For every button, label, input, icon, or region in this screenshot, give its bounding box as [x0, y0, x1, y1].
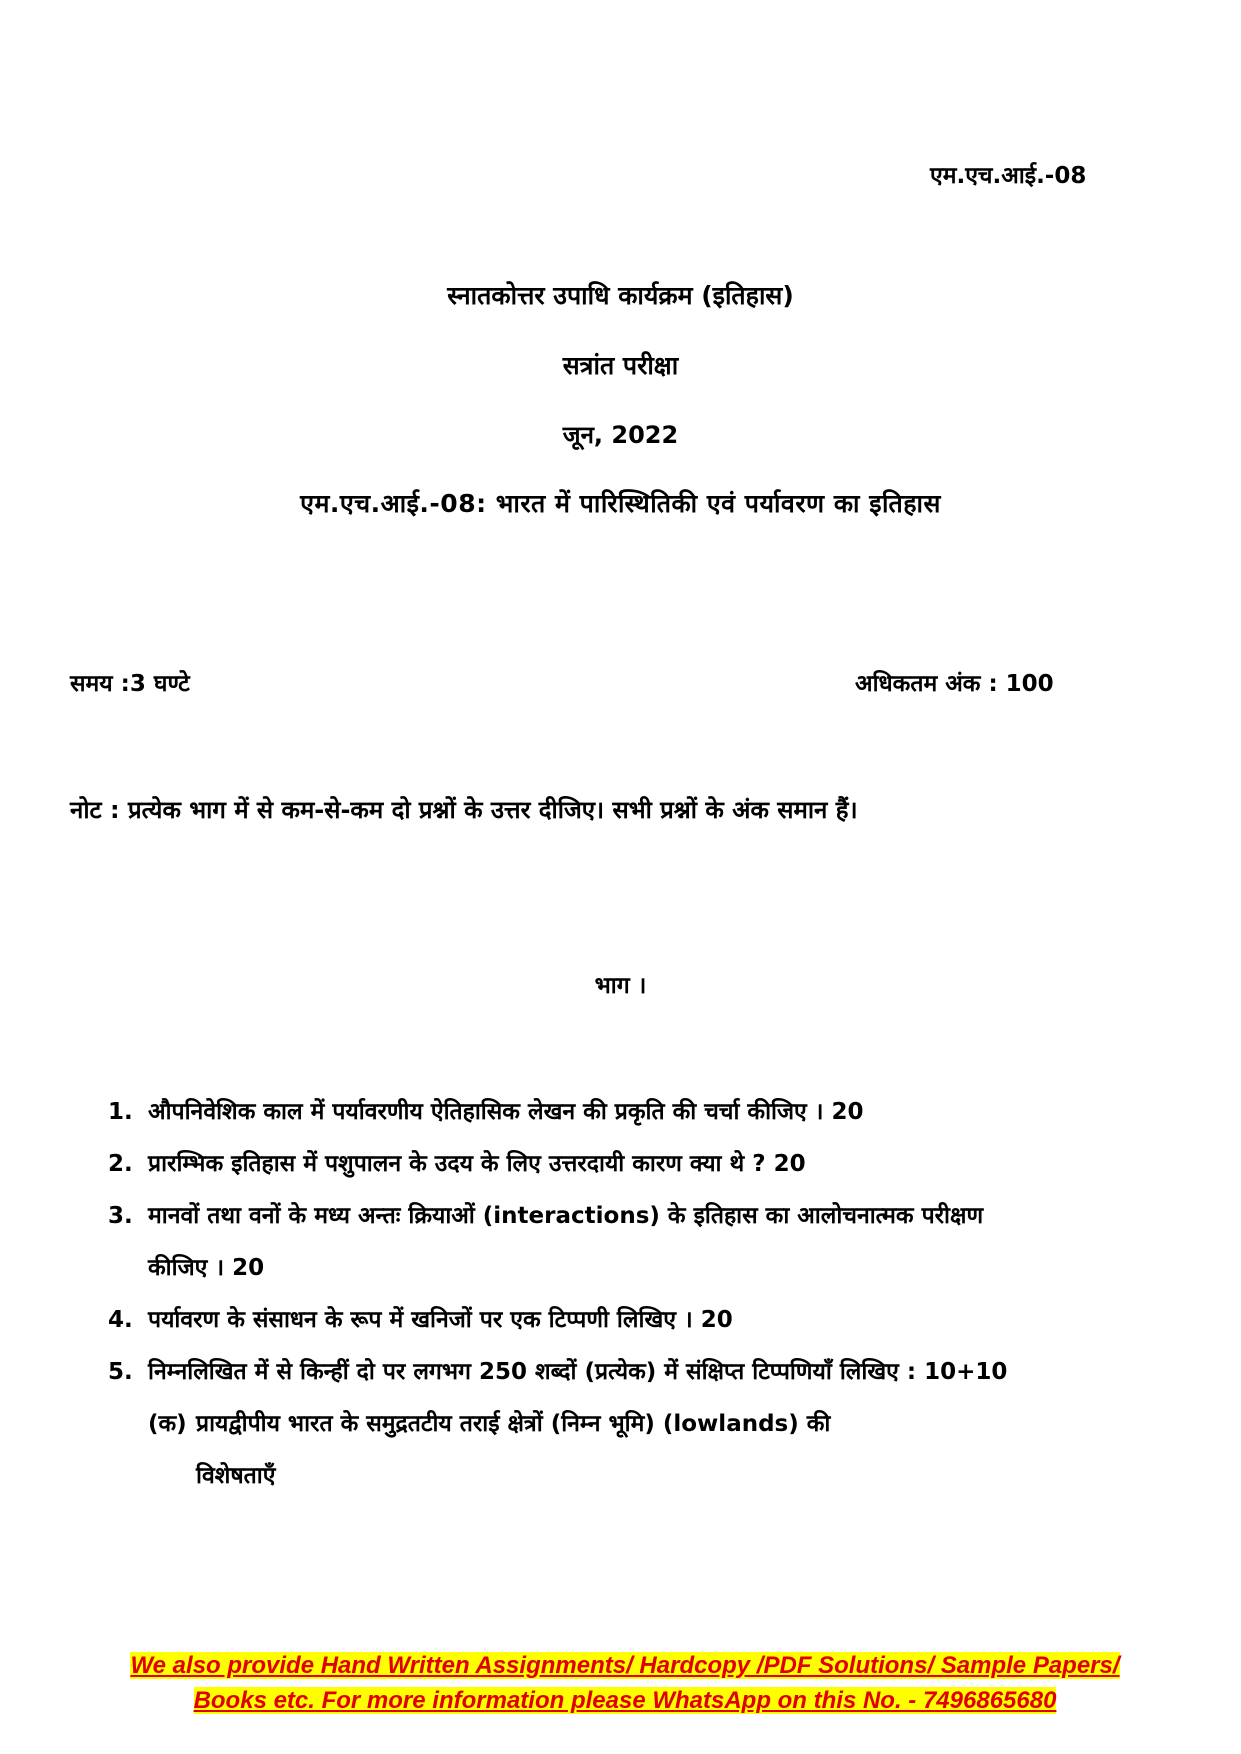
sub-question-item [108, 1398, 1128, 1450]
question-list [108, 1086, 1128, 1502]
course-code: एम.एच.आई.-08 [930, 163, 1087, 189]
question-text: पर्यावरण के संसाधन के रूप में खनिजों पर एक टिप्पणी लिखिए । 20 [148, 1307, 733, 1333]
instruction-note: नोट : प्रत्येक भाग में से कम-से-कम दो प्रश्नों के उत्तर दीजिए। सभी प्रश्नों के अंक समान हैं। [70, 796, 858, 824]
course-title: एम.एच.आई.-08: भारत में पारिस्थितिकी एवं पर्यावरण का इतिहास [300, 489, 941, 518]
question-item [108, 1294, 1128, 1346]
question-number: 4. [108, 1307, 133, 1333]
question-text: मानवों तथा वनों के मध्य अन्तः क्रियाओं (interactions) के इतिहास का आलोचनात्मक परीक्षण कीजिए । 20 [148, 1203, 984, 1281]
question-text: प्रारम्भिक इतिहास में पशुपालन के उदय के लिए उत्तरदायी कारण क्या थे ? 20 [148, 1151, 806, 1177]
question-number: 2. [108, 1151, 133, 1177]
promo-line-2: Books etc. For more information please WhatsApp on this No. - 7496865680 [193, 1687, 1057, 1714]
question-number: 3. [108, 1203, 133, 1229]
section-title: भाग । [594, 973, 647, 999]
question-text: निम्नलिखित में से किन्हीं दो पर लगभग 250 शब्दों (प्रत्येक) में संक्षिप्त टिप्पणियाँ लिखिए : 10+10 [148, 1359, 1008, 1385]
exam-session: जून, 2022 [562, 421, 679, 449]
question-number: 1. [108, 1099, 133, 1125]
exam-title: सत्रांत परीक्षा [562, 351, 679, 380]
programme-title: स्नातकोत्तर उपाधि कार्यक्रम (इतिहास) [447, 281, 794, 310]
promo-banner [100, 1648, 1150, 1718]
promo-line-1: We also provide Hand Written Assignments/ Hardcopy /PDF Solutions/ Sample Papers/ [130, 1652, 1120, 1679]
sub-question-text: प्रायद्वीपीय भारत के समुद्रतटीय तराई क्षेत्रों (निम्न भूमि) (lowlands) की [196, 1411, 831, 1437]
question-number: 5. [108, 1359, 133, 1385]
question-item [108, 1086, 1128, 1138]
question-item [108, 1346, 1128, 1398]
sub-question-continuation: विशेषताएँ [196, 1463, 276, 1489]
max-marks: अधिकतम अंक : 100 [855, 671, 1054, 697]
sub-question-label: (क) [148, 1411, 187, 1437]
question-item [108, 1138, 1128, 1190]
time-allowed: समय :3 घण्टे [70, 671, 190, 697]
question-item [108, 1190, 1128, 1294]
question-text: औपनिवेशिक काल में पर्यावरणीय ऐतिहासिक लेखन की प्रकृति की चर्चा कीजिए । 20 [148, 1099, 864, 1125]
